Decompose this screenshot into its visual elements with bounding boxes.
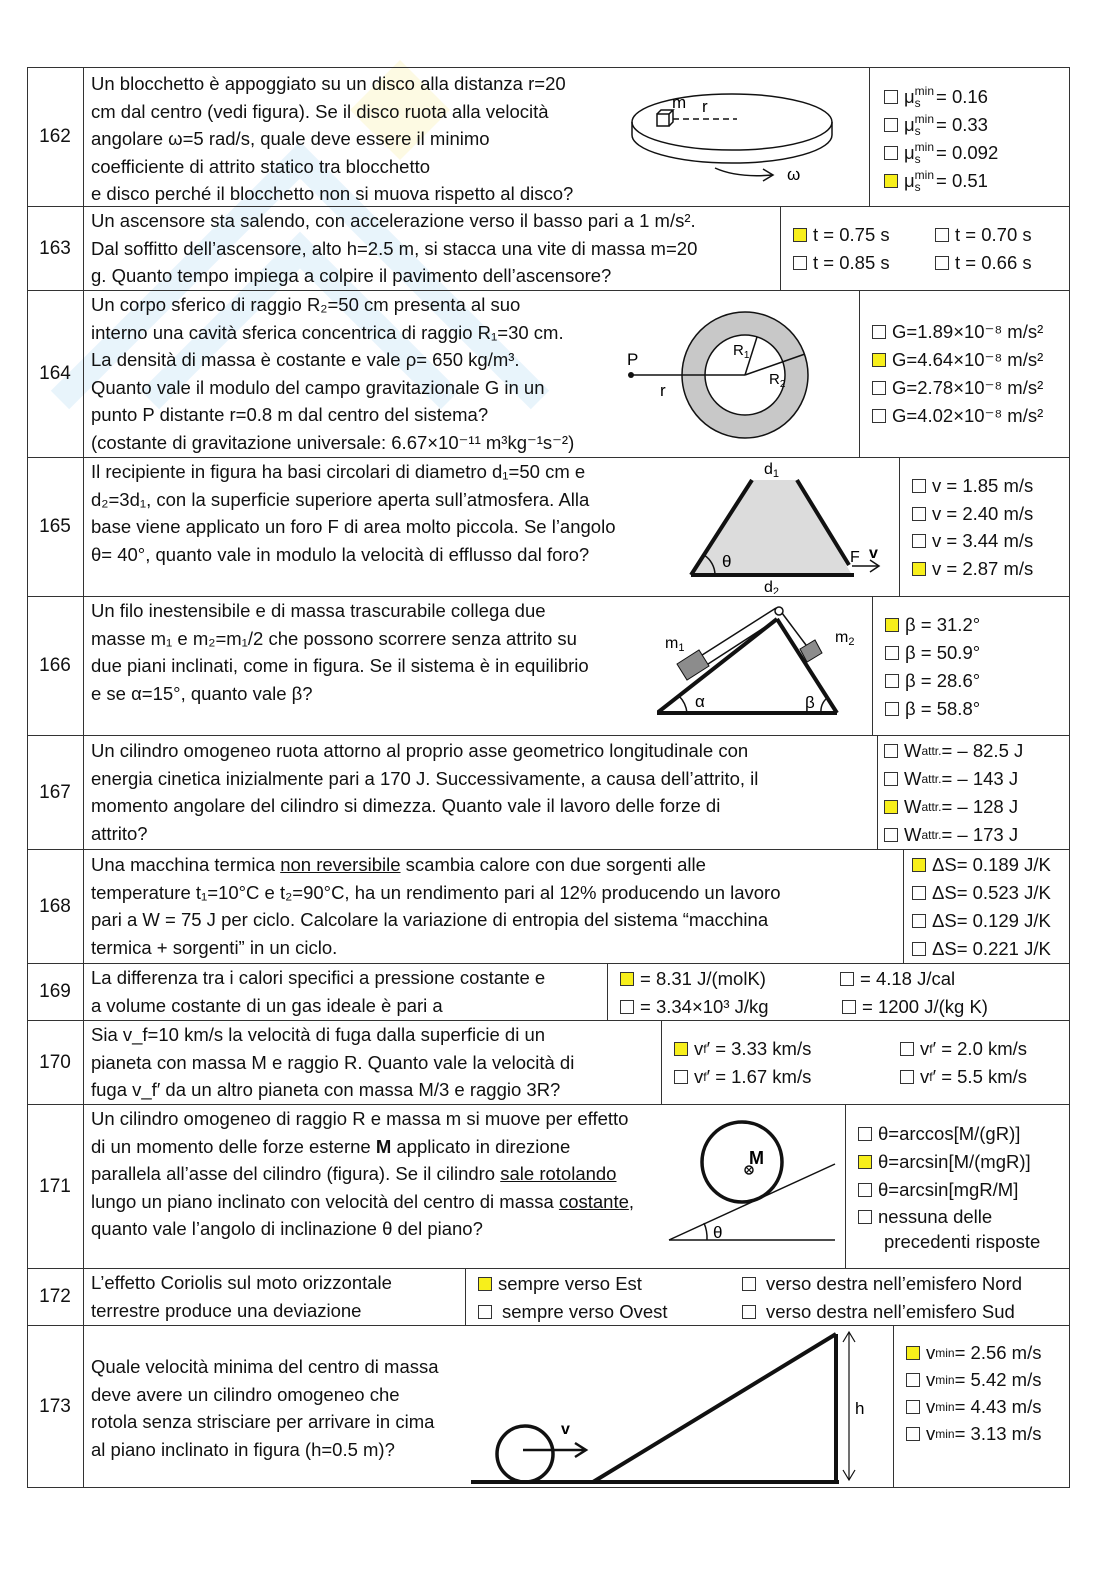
question-text: Un cilindro omogeneo ruota attorno al proprio asse geometrico longitudinale con energia cinetica inizialmente pari a 170 J. Successivamente, a causa dell’attrito, il momento angolare del cilindro si dimezza. Quanto vale il lavoro delle forze di attrito? <box>91 740 759 844</box>
checkbox[interactable] <box>906 1400 920 1414</box>
option-b[interactable]: v f ′ = 2.0 km/s <box>900 1038 1027 1060</box>
answers-167 <box>877 736 1071 849</box>
hole-f-label: F <box>850 549 860 566</box>
checkbox[interactable] <box>912 507 926 521</box>
option-b[interactable]: t = 0.70 s <box>935 224 1032 246</box>
checkbox-highlighted[interactable] <box>912 562 926 576</box>
option-a-selected[interactable]: v f ′ = 3.33 km/s <box>674 1038 811 1060</box>
option-c[interactable]: μ min s = 0.092 <box>884 141 998 165</box>
checkbox[interactable] <box>935 256 949 270</box>
cylinder-on-incline-figure <box>667 1119 842 1244</box>
question-text: Un corpo sferico di raggio R₂=50 cm presenta al suo interno una cavità sferica concentrica di raggio R₁=30 cm. La densità di massa è costante e vale ρ= 650 kg/m³. Quanto vale il modulo del campo gravitazionale G in un punto P distante r=0.8 m dal centro del sistema? (costante di gravitazione universale: 6.67×10⁻¹¹ m³kg⁻¹s⁻²) <box>91 294 575 453</box>
cylinder-ramp-figure <box>467 1328 887 1486</box>
option-b[interactable]: μ min s = 0.33 <box>884 113 988 137</box>
question-row-173 <box>27 1325 1070 1488</box>
question-text: Un filo inestensibile e di massa trascurabile collega due masse m₁ e m₂=m₁/2 che possono scorrere senza attrito su due piani inclinati, come in figura. Se il sistema è in equilibrio e se α=15°, quanto vale β? <box>91 600 589 704</box>
option-b[interactable]: v min = 5.42 m/s <box>906 1369 1041 1391</box>
option-d[interactable]: verso destra nell’emisfero Sud <box>742 1301 1015 1323</box>
checkbox-highlighted[interactable] <box>884 800 898 814</box>
option-b[interactable]: ΔS= 0.523 J/K <box>912 882 1051 904</box>
question-number: 173 <box>27 1326 84 1488</box>
option-a-selected[interactable]: t = 0.75 s <box>793 224 890 246</box>
question-number: 164 <box>27 291 84 457</box>
option-d[interactable]: v min = 3.13 m/s <box>906 1423 1041 1445</box>
distance-r-label: r <box>660 381 666 400</box>
question-number: 171 <box>27 1105 84 1268</box>
checkbox[interactable] <box>900 1042 914 1056</box>
theta-label: θ <box>713 1223 723 1242</box>
question-row-170 <box>27 1020 1070 1104</box>
checkbox-highlighted[interactable] <box>885 618 899 632</box>
option-b[interactable]: β = 50.9° <box>885 642 980 664</box>
beta-label: β <box>805 693 815 712</box>
option-c-selected[interactable]: W attr. = – 128 J <box>884 796 1018 818</box>
d2-label: d2 <box>764 579 780 594</box>
option-b-selected[interactable]: G=4.64×10⁻⁸ m/s² <box>872 349 1043 371</box>
option-c[interactable]: ΔS= 0.129 J/K <box>912 910 1051 932</box>
option-d[interactable]: = 1200 J/(kg K) <box>842 996 988 1018</box>
alpha-label: α <box>695 692 705 711</box>
option-d[interactable]: ΔS= 0.221 J/K <box>912 938 1051 960</box>
question-row-166 <box>27 596 1070 735</box>
checkbox[interactable] <box>620 1000 634 1014</box>
checkbox[interactable] <box>906 1373 920 1387</box>
option-a[interactable]: θ=arccos[M/(gR)] <box>858 1123 1020 1145</box>
checkbox-highlighted[interactable] <box>478 1277 492 1291</box>
checkbox[interactable] <box>840 972 854 986</box>
checkbox[interactable] <box>884 744 898 758</box>
m2-label: m2 <box>835 629 855 648</box>
m1-label: m1 <box>665 635 685 654</box>
checkbox[interactable] <box>912 886 926 900</box>
question-row-164 <box>27 290 1070 457</box>
question-text: Un cilindro omogeneo di raggio R e massa m si muove per effetto di un momento delle forze esterne M applicato in direzione parallela all’asse del cilindro (figura). Se il cilindro sale rotolando lungo un piano inclinato con velocità del centro di massa costante, quanto vale l’angolo di inclinazione θ del piano? <box>91 1108 635 1239</box>
checkbox[interactable] <box>858 1183 872 1197</box>
option-c[interactable]: θ=arcsin[mgR/M] <box>858 1179 1018 1201</box>
option-c[interactable]: β = 28.6° <box>885 670 980 692</box>
question-row-167 <box>27 735 1070 849</box>
option-c[interactable]: G=2.78×10⁻⁸ m/s² <box>872 377 1043 399</box>
answers-173 <box>893 1326 1071 1488</box>
answers-165 <box>899 458 1071 596</box>
option-d-selected[interactable]: v = 2.87 m/s <box>912 558 1033 580</box>
answers-171 <box>845 1105 1071 1268</box>
checkbox-highlighted[interactable] <box>674 1042 688 1056</box>
velocity-label: v <box>561 1421 570 1438</box>
option-a[interactable]: W attr. = – 82.5 J <box>884 740 1023 762</box>
question-row-163 <box>27 206 1070 290</box>
answers-170 <box>661 1021 1071 1104</box>
checkbox[interactable] <box>912 914 926 928</box>
question-number: 172 <box>27 1269 84 1325</box>
checkbox-highlighted[interactable] <box>884 174 898 188</box>
option-a[interactable]: v = 1.85 m/s <box>912 475 1033 497</box>
question-row-171 <box>27 1104 1070 1268</box>
question-number: 163 <box>27 207 84 290</box>
question-number: 169 <box>27 964 84 1020</box>
checkbox[interactable] <box>912 942 926 956</box>
checkbox[interactable] <box>858 1127 872 1141</box>
question-number: 165 <box>27 458 84 596</box>
option-a-selected[interactable]: sempre verso Est <box>478 1273 642 1295</box>
checkbox[interactable] <box>872 381 886 395</box>
checkbox-highlighted[interactable] <box>858 1155 872 1169</box>
point-p-label: P <box>627 350 639 369</box>
checkbox[interactable] <box>884 772 898 786</box>
option-d[interactable]: W attr. = – 173 J <box>884 824 1018 846</box>
checkbox-highlighted[interactable] <box>912 858 926 872</box>
hollow-sphere-figure <box>625 309 835 444</box>
option-b[interactable]: verso destra nell’emisfero Nord <box>742 1273 1022 1295</box>
checkbox[interactable] <box>885 674 899 688</box>
checkbox-highlighted[interactable] <box>620 972 634 986</box>
container-trapezoid-figure <box>682 458 882 594</box>
omega-label: ω <box>787 165 801 184</box>
answers-168 <box>903 850 1071 963</box>
option-a-selected[interactable]: = 8.31 J/(molK) <box>620 968 766 990</box>
answers-164 <box>859 291 1071 457</box>
option-c[interactable]: = 3.34×10³ J/kg <box>620 996 769 1018</box>
question-text: L’effetto Coriolis sul moto orizzontale terrestre produce una deviazione <box>91 1272 392 1321</box>
option-c[interactable]: v = 3.44 m/s <box>912 530 1033 552</box>
question-text: Una macchina termica non reversibile scambia calore con due sorgenti alle temperature t₁=10°C e t₂=90°C, ha un rendimento pari al 12% producendo un lavoro pari a W = 75 J per ciclo. Calcolare la variazione di entropia del sistema “macchina termica + sorgenti” in un ciclo. <box>91 854 781 958</box>
question-row-172 <box>27 1268 1070 1325</box>
radius-label: r <box>702 97 708 116</box>
option-d[interactable]: v f ′ = 5.5 km/s <box>900 1066 1027 1088</box>
option-d-continuation: precedenti risposte <box>884 1231 1041 1252</box>
checkbox[interactable] <box>742 1277 756 1291</box>
option-d[interactable]: β = 58.8° <box>885 698 980 720</box>
checkbox[interactable] <box>884 146 898 160</box>
checkbox[interactable] <box>858 1210 872 1224</box>
option-a-selected[interactable]: β = 31.2° <box>885 614 980 636</box>
theta-label: θ <box>722 552 732 571</box>
question-number: 168 <box>27 850 84 963</box>
option-b[interactable]: W attr. = – 143 J <box>884 768 1018 790</box>
option-c[interactable]: t = 0.85 s <box>793 252 890 274</box>
checkbox-highlighted[interactable] <box>872 353 886 367</box>
checkbox[interactable] <box>912 479 926 493</box>
question-row-169 <box>27 963 1070 1020</box>
question-number: 166 <box>27 597 84 735</box>
r2-label: $R_2$ <box>769 371 786 390</box>
question-text: Un ascensore sta salendo, con accelerazione verso il basso pari a 1 m/s². Dal soffitto dell’ascensore, alto h=2.5 m, si stacca una vite di massa m=20 g. Quanto tempo impiega a colpire il pavimento dell’ascensore? <box>91 210 698 286</box>
mass-label: m <box>672 93 687 112</box>
checkbox[interactable] <box>793 256 807 270</box>
option-a-selected[interactable]: ΔS= 0.189 J/K <box>912 854 1051 876</box>
option-c[interactable]: sempre verso Ovest <box>478 1301 668 1323</box>
inclined-planes-figure <box>657 601 867 721</box>
checkbox[interactable] <box>884 90 898 104</box>
checkbox[interactable] <box>872 409 886 423</box>
answers-172 <box>465 1269 1071 1325</box>
checkbox[interactable] <box>912 534 926 548</box>
question-text: Quale velocità minima del centro di massa deve avere un cilindro omogeneo che rotola senza strisciare per arrivare in cima al piano inclinato in figura (h=0.5 m)? <box>91 1356 439 1460</box>
r1-label: $R_1$ <box>733 342 750 361</box>
d1-label: d1 <box>764 461 780 480</box>
checkbox[interactable] <box>935 228 949 242</box>
question-number: 170 <box>27 1021 84 1104</box>
checkbox[interactable] <box>906 1427 920 1441</box>
option-b-selected[interactable]: θ=arcsin[M/(mgR)] <box>858 1151 1031 1173</box>
checkbox[interactable] <box>885 702 899 716</box>
checkbox[interactable] <box>884 118 898 132</box>
answers-166 <box>872 597 1071 735</box>
checkbox[interactable] <box>842 1000 856 1014</box>
question-row-162 <box>27 67 1070 206</box>
option-c[interactable]: v f ′ = 1.67 km/s <box>674 1066 811 1088</box>
height-h-label: h <box>855 1399 865 1418</box>
question-text: La differenza tra i calori specifici a pressione costante e a volume costante di un gas ideale è pari a <box>91 967 546 1016</box>
checkbox-highlighted[interactable] <box>793 228 807 242</box>
option-d-selected[interactable]: μ min s = 0.51 <box>884 169 988 193</box>
answers-162 <box>869 68 1071 206</box>
answers-169 <box>607 964 1071 1020</box>
question-number: 167 <box>27 736 84 849</box>
option-b[interactable]: v = 2.40 m/s <box>912 503 1033 525</box>
question-text: Il recipiente in figura ha basi circolari di diametro d₁=50 cm e d₂=3d₁, con la superficie superiore aperta sull’atmosfera. Alla base viene applicato un foro F di area molto piccola. Se l’angolo θ= 40°, quanto vale in modulo la velocità di efflusso dal foro? <box>91 461 616 565</box>
moment-m-label: M <box>749 1148 764 1168</box>
option-c[interactable]: v min = 4.43 m/s <box>906 1396 1041 1418</box>
checkbox[interactable] <box>900 1070 914 1084</box>
option-a[interactable]: G=1.89×10⁻⁸ m/s² <box>872 321 1043 343</box>
option-a[interactable]: μ min s = 0.16 <box>884 85 988 109</box>
question-text: Un blocchetto è appoggiato su un disco alla distanza r=20 cm dal centro (vedi figura). Se il disco ruota alla velocità angolare ω=5 rad/s, quale deve essere il minimo coefficiente di attrito statico tra blocchetto e disco perché il blocchetto non si muova rispetto al disco? <box>91 73 574 204</box>
checkbox[interactable] <box>478 1305 492 1319</box>
option-d[interactable]: nessuna delle <box>858 1206 992 1228</box>
option-a-selected[interactable]: v min = 2.56 m/s <box>906 1342 1041 1364</box>
checkbox[interactable] <box>742 1305 756 1319</box>
checkbox[interactable] <box>872 325 886 339</box>
checkbox[interactable] <box>884 828 898 842</box>
question-text: Sia v_f=10 km/s la velocità di fuga dalla superficie di un pianeta con massa M e raggio R. Quanto vale la velocità di fuga v_f′ da un altro pianeta con massa M/3 e raggio 3R? <box>91 1024 575 1100</box>
option-d[interactable]: G=4.02×10⁻⁸ m/s² <box>872 405 1043 427</box>
question-number: 162 <box>27 68 84 206</box>
answers-163 <box>780 207 1071 290</box>
checkbox-highlighted[interactable] <box>906 1346 920 1360</box>
question-row-168 <box>27 849 1070 963</box>
question-row-165 <box>27 457 1070 596</box>
checkbox[interactable] <box>674 1070 688 1084</box>
velocity-label: v <box>869 545 878 562</box>
option-b[interactable]: = 4.18 J/cal <box>840 968 955 990</box>
option-d[interactable]: t = 0.66 s <box>935 252 1032 274</box>
checkbox[interactable] <box>885 646 899 660</box>
rotating-disc-figure <box>627 90 837 190</box>
